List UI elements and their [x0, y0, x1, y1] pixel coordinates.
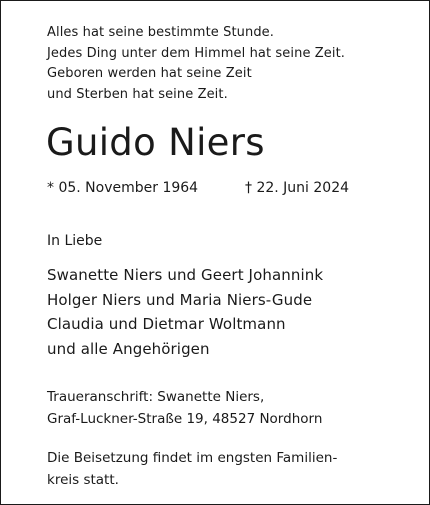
burial-line: Die Beisetzung findet im engsten Familien- [47, 450, 338, 466]
burial-line: kreis statt. [47, 472, 119, 488]
death-date: † 22. Juni 2024 [245, 180, 350, 196]
life-dates [47, 178, 387, 198]
verse-line: Jedes Ding unter dem Himmel hat seine Zeit. [47, 45, 346, 61]
address-line: Graf-Luckner-Straße 19, 48527 Nordhorn [47, 411, 323, 427]
bible-verse [47, 23, 345, 105]
deceased-name: Guido Niers [46, 121, 265, 164]
mourning-address [47, 386, 322, 430]
birth-date: * 05. November 1964 [47, 180, 199, 196]
verse-line: Geboren werden hat seine Zeit [47, 66, 252, 81]
address-line: Traueranschrift: Swanette Niers, [47, 389, 265, 405]
mourner-line: Holger Niers und Maria Niers-Gude [47, 290, 313, 309]
mourner-line: und alle Angehörigen [47, 339, 210, 358]
verse-line: und Sterben hat seine Zeit. [47, 86, 228, 102]
verse-line: Alles hat seine bestimmte Stunde. [47, 25, 275, 40]
in-love-line: In Liebe [47, 233, 103, 249]
mourner-line: Claudia und Dietmar Woltmann [47, 315, 286, 333]
burial-note [47, 447, 337, 491]
mourner-line: Swanette Niers und Geert Johannink [47, 266, 324, 284]
mourners-list [47, 263, 323, 361]
